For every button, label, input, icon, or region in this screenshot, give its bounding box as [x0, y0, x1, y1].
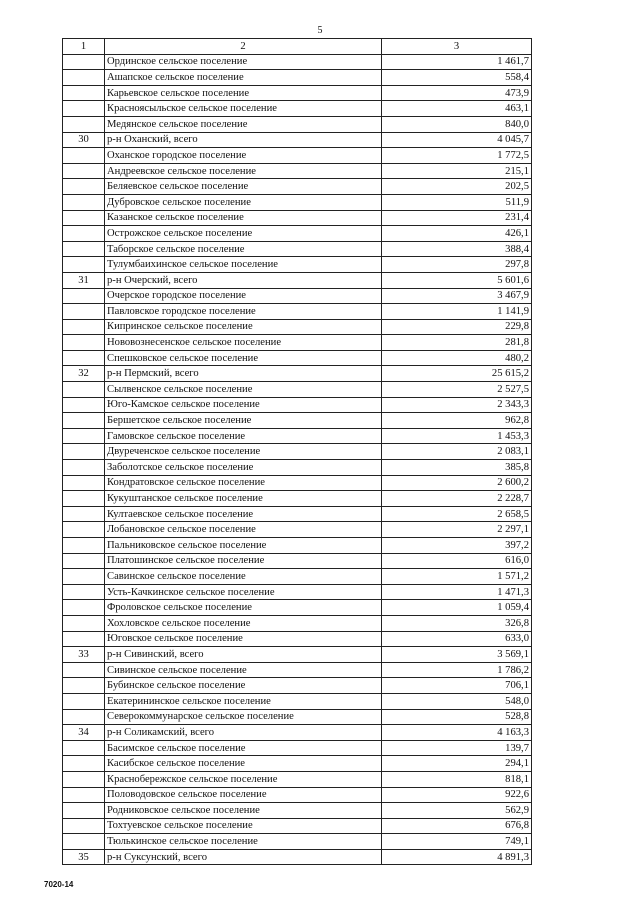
settlement-name: Краснобережское сельское поселение [105, 771, 382, 787]
amount-value: 1 453,3 [382, 428, 532, 444]
settlement-name: Юго-Камское сельское поселение [105, 397, 382, 413]
table-row [63, 460, 532, 476]
table-row [63, 366, 532, 382]
row-number [63, 304, 105, 320]
row-number [63, 740, 105, 756]
settlement-name: Тулумбаихинское сельское поселение [105, 257, 382, 273]
amount-value: 2 600,2 [382, 475, 532, 491]
settlement-name: Хохловское сельское поселение [105, 615, 382, 631]
settlement-name: Савинское сельское поселение [105, 569, 382, 585]
row-number [63, 148, 105, 164]
table-row [63, 662, 532, 678]
settlement-name: р-н Очерский, всего [105, 272, 382, 288]
table-row [63, 756, 532, 772]
settlement-name: Спешковское сельское поселение [105, 350, 382, 366]
settlement-name: Карьевское сельское поселение [105, 85, 382, 101]
row-number [63, 553, 105, 569]
settlement-name: Оханское городское поселение [105, 148, 382, 164]
settlement-name: Тюлькинское сельское поселение [105, 834, 382, 850]
table-row [63, 382, 532, 398]
settlement-name: Екатерининское сельское поселение [105, 693, 382, 709]
amount-value: 1 059,4 [382, 600, 532, 616]
row-number [63, 569, 105, 585]
table-row [63, 631, 532, 647]
settlement-name: Медянское сельское поселение [105, 116, 382, 132]
settlement-name: Култаевское сельское поселение [105, 506, 382, 522]
settlement-name: Юговское сельское поселение [105, 631, 382, 647]
amount-value: 426,1 [382, 226, 532, 242]
row-number [63, 600, 105, 616]
amount-value: 818,1 [382, 771, 532, 787]
row-number [63, 241, 105, 257]
settlement-name: Андреевское сельское поселение [105, 163, 382, 179]
amount-value: 397,2 [382, 538, 532, 554]
amount-value: 962,8 [382, 413, 532, 429]
settlement-name: Ординское сельское поселение [105, 54, 382, 70]
table-row [63, 85, 532, 101]
amount-value: 2 527,5 [382, 382, 532, 398]
budget-table [62, 38, 532, 865]
amount-value: 548,0 [382, 693, 532, 709]
row-number [63, 522, 105, 538]
row-number [63, 631, 105, 647]
amount-value: 473,9 [382, 85, 532, 101]
header-col-1: 1 [63, 39, 105, 55]
amount-value: 1 471,3 [382, 584, 532, 600]
settlement-name: Ашапское сельское поселение [105, 70, 382, 86]
settlement-name: Фроловское сельское поселение [105, 600, 382, 616]
settlement-name: Кипринское сельское поселение [105, 319, 382, 335]
settlement-name: Северокоммунарское сельское поселение [105, 709, 382, 725]
table-row [63, 101, 532, 117]
table-row [63, 849, 532, 865]
table-row [63, 740, 532, 756]
amount-value: 480,2 [382, 350, 532, 366]
row-number [63, 615, 105, 631]
table-body [63, 54, 532, 865]
row-number [63, 662, 105, 678]
row-number [63, 382, 105, 398]
page-number: 5 [317, 25, 323, 36]
settlement-name: Платошинское сельское поселение [105, 553, 382, 569]
table-row [63, 475, 532, 491]
settlement-name: Таборское сельское поселение [105, 241, 382, 257]
row-number [63, 116, 105, 132]
row-number [63, 194, 105, 210]
amount-value: 281,8 [382, 335, 532, 351]
table-row [63, 257, 532, 273]
settlement-name: Касибское сельское поселение [105, 756, 382, 772]
amount-value: 2 083,1 [382, 444, 532, 460]
row-number [63, 538, 105, 554]
table-row [63, 288, 532, 304]
settlement-name: Усть-Качкинское сельское поселение [105, 584, 382, 600]
amount-value: 5 601,6 [382, 272, 532, 288]
row-number [63, 163, 105, 179]
table-row [63, 304, 532, 320]
table-row [63, 538, 532, 554]
amount-value: 1 461,7 [382, 54, 532, 70]
settlement-name: Бершетское сельское поселение [105, 413, 382, 429]
row-number [63, 397, 105, 413]
table-row [63, 428, 532, 444]
amount-value: 2 658,5 [382, 506, 532, 522]
settlement-name: р-н Соликамский, всего [105, 725, 382, 741]
settlement-name: Кондратовское сельское поселение [105, 475, 382, 491]
settlement-name: Сылвенское сельское поселение [105, 382, 382, 398]
table-row [63, 319, 532, 335]
settlement-name: Павловское городское поселение [105, 304, 382, 320]
table-row [63, 584, 532, 600]
row-number [63, 413, 105, 429]
settlement-name: Очерское городское поселение [105, 288, 382, 304]
row-number [63, 756, 105, 772]
settlement-name: Заболотское сельское поселение [105, 460, 382, 476]
amount-value: 1 772,5 [382, 148, 532, 164]
row-number [63, 491, 105, 507]
amount-value: 528,8 [382, 709, 532, 725]
settlement-name: Красноясыльское сельское поселение [105, 101, 382, 117]
row-number [63, 818, 105, 834]
amount-value: 840,0 [382, 116, 532, 132]
settlement-name: Бубинское сельское поселение [105, 678, 382, 694]
amount-value: 4 163,3 [382, 725, 532, 741]
amount-value: 562,9 [382, 803, 532, 819]
settlement-name: Дубровское сельское поселение [105, 194, 382, 210]
amount-value: 511,9 [382, 194, 532, 210]
row-number [63, 475, 105, 491]
settlement-name: р-н Пермский, всего [105, 366, 382, 382]
row-number: 31 [63, 272, 105, 288]
header-col-3: 3 [382, 39, 532, 55]
row-number [63, 335, 105, 351]
row-number [63, 70, 105, 86]
table-row [63, 226, 532, 242]
row-number [63, 678, 105, 694]
table-row [63, 725, 532, 741]
row-number [63, 101, 105, 117]
table-row [63, 132, 532, 148]
amount-value: 202,5 [382, 179, 532, 195]
table-row [63, 163, 532, 179]
table-row [63, 70, 532, 86]
row-number [63, 787, 105, 803]
settlement-name: Казанское сельское поселение [105, 210, 382, 226]
table-row [63, 678, 532, 694]
table-row [63, 834, 532, 850]
table-row [63, 569, 532, 585]
settlement-name: Гамовское сельское поселение [105, 428, 382, 444]
amount-value: 616,0 [382, 553, 532, 569]
amount-value: 4 891,3 [382, 849, 532, 865]
row-number [63, 210, 105, 226]
amount-value: 3 467,9 [382, 288, 532, 304]
table-row [63, 803, 532, 819]
amount-value: 1 141,9 [382, 304, 532, 320]
settlement-name: Острожское сельское поселение [105, 226, 382, 242]
table-row [63, 54, 532, 70]
amount-value: 139,7 [382, 740, 532, 756]
settlement-name: Нововознесенское сельское поселение [105, 335, 382, 351]
table-row [63, 444, 532, 460]
row-number: 34 [63, 725, 105, 741]
row-number [63, 693, 105, 709]
row-number [63, 709, 105, 725]
row-number [63, 460, 105, 476]
settlement-name: Пальниковское сельское поселение [105, 538, 382, 554]
amount-value: 297,8 [382, 257, 532, 273]
amount-value: 2 228,7 [382, 491, 532, 507]
row-number [63, 834, 105, 850]
header-col-2: 2 [105, 39, 382, 55]
settlement-name: Лобановское сельское поселение [105, 522, 382, 538]
table-row [63, 615, 532, 631]
table-row [63, 148, 532, 164]
settlement-name: Тохтуевское сельское поселение [105, 818, 382, 834]
table-row [63, 241, 532, 257]
table-row [63, 116, 532, 132]
settlement-name: р-н Сивинский, всего [105, 647, 382, 663]
table-row [63, 522, 532, 538]
amount-value: 215,1 [382, 163, 532, 179]
row-number [63, 319, 105, 335]
amount-value: 294,1 [382, 756, 532, 772]
amount-value: 463,1 [382, 101, 532, 117]
row-number: 33 [63, 647, 105, 663]
table-row [63, 787, 532, 803]
row-number [63, 85, 105, 101]
table-row [63, 210, 532, 226]
amount-value: 388,4 [382, 241, 532, 257]
amount-value: 676,8 [382, 818, 532, 834]
table-row [63, 179, 532, 195]
row-number: 30 [63, 132, 105, 148]
table-header-row [63, 39, 532, 55]
table-row [63, 693, 532, 709]
settlement-name: Родниковское сельское поселение [105, 803, 382, 819]
row-number [63, 288, 105, 304]
amount-value: 229,8 [382, 319, 532, 335]
table-row [63, 600, 532, 616]
row-number [63, 54, 105, 70]
settlement-name: Сивинское сельское поселение [105, 662, 382, 678]
row-number [63, 428, 105, 444]
row-number [63, 803, 105, 819]
amount-value: 4 045,7 [382, 132, 532, 148]
amount-value: 326,8 [382, 615, 532, 631]
amount-value: 385,8 [382, 460, 532, 476]
amount-value: 706,1 [382, 678, 532, 694]
table-row [63, 335, 532, 351]
settlement-name: р-н Оханский, всего [105, 132, 382, 148]
table-row [63, 194, 532, 210]
settlement-name: Кукуштанское сельское поселение [105, 491, 382, 507]
row-number [63, 771, 105, 787]
table-row [63, 350, 532, 366]
table-row [63, 272, 532, 288]
table-row [63, 647, 532, 663]
amount-value: 922,6 [382, 787, 532, 803]
row-number [63, 226, 105, 242]
settlement-name: Беляевское сельское поселение [105, 179, 382, 195]
settlement-name: Половодовское сельское поселение [105, 787, 382, 803]
amount-value: 633,0 [382, 631, 532, 647]
table-row [63, 818, 532, 834]
row-number: 35 [63, 849, 105, 865]
row-number [63, 506, 105, 522]
table-row [63, 771, 532, 787]
settlement-name: р-н Суксунский, всего [105, 849, 382, 865]
row-number [63, 179, 105, 195]
amount-value: 3 569,1 [382, 647, 532, 663]
amount-value: 558,4 [382, 70, 532, 86]
amount-value: 2 297,1 [382, 522, 532, 538]
amount-value: 2 343,3 [382, 397, 532, 413]
table-row [63, 413, 532, 429]
table-row [63, 553, 532, 569]
table-row [63, 491, 532, 507]
table-row [63, 506, 532, 522]
row-number [63, 350, 105, 366]
row-number [63, 584, 105, 600]
amount-value: 749,1 [382, 834, 532, 850]
amount-value: 231,4 [382, 210, 532, 226]
row-number [63, 444, 105, 460]
document-code: 7020-14 [44, 880, 74, 889]
amount-value: 1 571,2 [382, 569, 532, 585]
amount-value: 1 786,2 [382, 662, 532, 678]
row-number [63, 257, 105, 273]
settlement-name: Басимское сельское поселение [105, 740, 382, 756]
amount-value: 25 615,2 [382, 366, 532, 382]
table-row [63, 709, 532, 725]
settlement-name: Двуреченское сельское поселение [105, 444, 382, 460]
table-row [63, 397, 532, 413]
row-number: 32 [63, 366, 105, 382]
